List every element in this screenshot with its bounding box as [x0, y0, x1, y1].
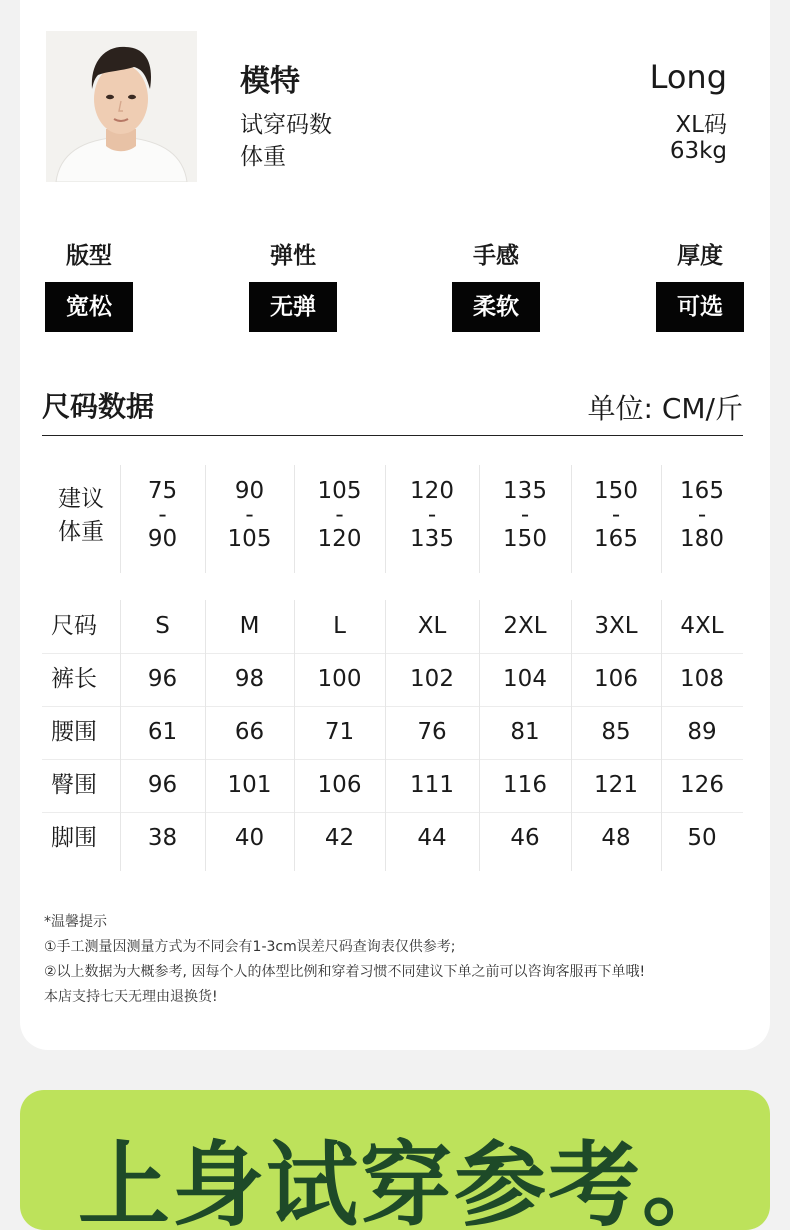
size-cell: 42	[324, 825, 355, 851]
weight-range-cell	[479, 479, 571, 551]
size-row-label: 臀围	[51, 772, 97, 798]
notes-heading: *温馨提示	[44, 914, 107, 930]
size-row-label: 腰围	[51, 719, 97, 745]
size-cell: 44	[417, 825, 447, 851]
attribute-fit	[45, 240, 133, 332]
model-label: 模特	[240, 64, 300, 99]
column-divider	[120, 600, 121, 871]
size-cell: 50	[687, 825, 717, 851]
size-cell: 89	[687, 719, 717, 745]
weight-value: 63kg	[669, 138, 727, 164]
attribute-chip: 宽松	[45, 282, 133, 332]
size-cell: 2XL	[503, 613, 547, 639]
size-cell: 46	[510, 825, 540, 851]
weight-range-sep: -	[158, 502, 167, 528]
weight-range-sep: -	[611, 502, 621, 528]
column-divider	[120, 465, 121, 573]
column-divider	[294, 465, 295, 573]
note-line: ②以上数据为大概参考, 因每个人的体型比例和穿着习惯不同建议下单之前可以咨询客服再下单哦!	[44, 964, 646, 980]
attribute-title: 弹性	[270, 243, 316, 269]
attribute-chip: 可选	[656, 282, 744, 332]
size-cell: 126	[680, 772, 724, 798]
weight-range-sep: -	[427, 502, 437, 528]
size-cell: XL	[417, 613, 447, 639]
attribute-chip: 柔软	[452, 282, 540, 332]
weight-range-from: 165	[680, 478, 724, 504]
try-on-banner	[20, 1090, 770, 1230]
column-divider	[294, 600, 295, 871]
size-row-label: 脚围	[51, 825, 97, 851]
size-cell: 85	[601, 719, 631, 745]
weight-range-cell	[385, 479, 479, 551]
weight-label-line: 建议	[58, 486, 104, 512]
weight-range-cell	[661, 479, 743, 551]
column-divider	[479, 600, 480, 871]
column-divider	[479, 465, 480, 573]
weight-range-from: 150	[594, 478, 638, 504]
size-cell: 81	[510, 719, 540, 745]
size-cell: 106	[317, 772, 362, 798]
size-cell: 96	[147, 666, 178, 692]
weight-range-cell	[120, 479, 205, 551]
row-divider	[42, 759, 743, 760]
weight-range-to: 165	[594, 526, 638, 552]
weight-range-from: 135	[503, 478, 547, 504]
column-divider	[661, 465, 662, 573]
size-cell: 3XL	[594, 613, 638, 639]
row-divider	[42, 653, 743, 654]
size-cell: 121	[594, 772, 638, 798]
column-divider	[571, 465, 572, 573]
size-cell: 102	[410, 666, 454, 692]
weight-range-sep: -	[520, 502, 530, 528]
weight-range-cell	[205, 479, 294, 551]
weight-range-to: 120	[317, 526, 362, 552]
size-data-title: 尺码数据	[42, 390, 155, 423]
weight-range-from: 75	[147, 478, 178, 504]
size-table	[42, 600, 743, 872]
column-divider	[661, 600, 662, 871]
weight-range-cell	[294, 479, 385, 551]
size-cell: L	[333, 613, 346, 639]
column-divider	[385, 465, 386, 573]
trial-size-value: XL码	[675, 112, 727, 138]
model-photo	[46, 31, 197, 182]
size-data-unit: 单位: CM/斤	[587, 392, 743, 425]
size-cell: 38	[147, 825, 178, 851]
weight-range-to: 105	[227, 526, 272, 552]
weight-range-cell	[571, 479, 661, 551]
weight-range-from: 90	[234, 478, 265, 504]
column-divider	[571, 600, 572, 871]
attribute-chip: 无弹	[249, 282, 337, 332]
weight-table	[42, 465, 743, 577]
attribute-title: 厚度	[677, 243, 723, 269]
size-cell: 100	[317, 666, 362, 692]
weight-range-sep: -	[335, 502, 344, 528]
weight-range-to: 135	[410, 526, 454, 552]
size-cell: S	[155, 613, 170, 639]
model-name: Long	[649, 58, 727, 96]
attribute-elasticity	[249, 240, 337, 332]
size-cell: 116	[503, 772, 547, 798]
try-on-title: 上身试穿参考。	[78, 1132, 737, 1230]
weight-table-label	[42, 483, 120, 549]
column-divider	[205, 465, 206, 573]
column-divider	[385, 600, 386, 871]
row-divider	[42, 812, 743, 813]
attribute-title: 版型	[66, 243, 112, 269]
attribute-thickness	[656, 240, 744, 332]
attribute-title: 手感	[473, 243, 519, 269]
note-line: 本店支持七天无理由退换货!	[44, 989, 218, 1005]
size-row-label: 裤长	[51, 666, 97, 692]
size-cell: 98	[234, 666, 265, 692]
weight-range-to: 90	[147, 526, 178, 552]
size-cell: 104	[503, 666, 547, 692]
column-divider	[205, 600, 206, 871]
size-cell: 111	[410, 772, 454, 798]
attribute-hand-feel	[452, 240, 540, 332]
weight-range-from: 105	[317, 478, 362, 504]
size-cell: 71	[324, 719, 355, 745]
size-cell: M	[239, 613, 260, 639]
size-cell: 108	[680, 666, 724, 692]
size-cell: 61	[147, 719, 178, 745]
note-line: ①手工测量因测量方式为不同会有1-3cm误差尺码查询表仅供参考;	[44, 939, 456, 955]
weight-label: 体重	[240, 144, 286, 170]
section-divider	[42, 435, 743, 436]
weight-range-to: 180	[680, 526, 724, 552]
size-row-label: 尺码	[51, 613, 97, 639]
trial-size-label: 试穿码数	[240, 112, 332, 138]
size-cell: 48	[601, 825, 631, 851]
size-cell: 106	[594, 666, 638, 692]
weight-range-sep: -	[245, 502, 254, 528]
weight-range-to: 150	[503, 526, 547, 552]
row-divider	[42, 706, 743, 707]
size-cell: 4XL	[680, 613, 724, 639]
size-cell: 66	[234, 719, 265, 745]
weight-label-line: 体重	[58, 519, 104, 545]
size-cell: 101	[227, 772, 272, 798]
weight-range-sep: -	[697, 502, 707, 528]
size-cell: 40	[234, 825, 265, 851]
size-cell: 96	[147, 772, 178, 798]
weight-range-from: 120	[410, 478, 454, 504]
size-cell: 76	[417, 719, 447, 745]
